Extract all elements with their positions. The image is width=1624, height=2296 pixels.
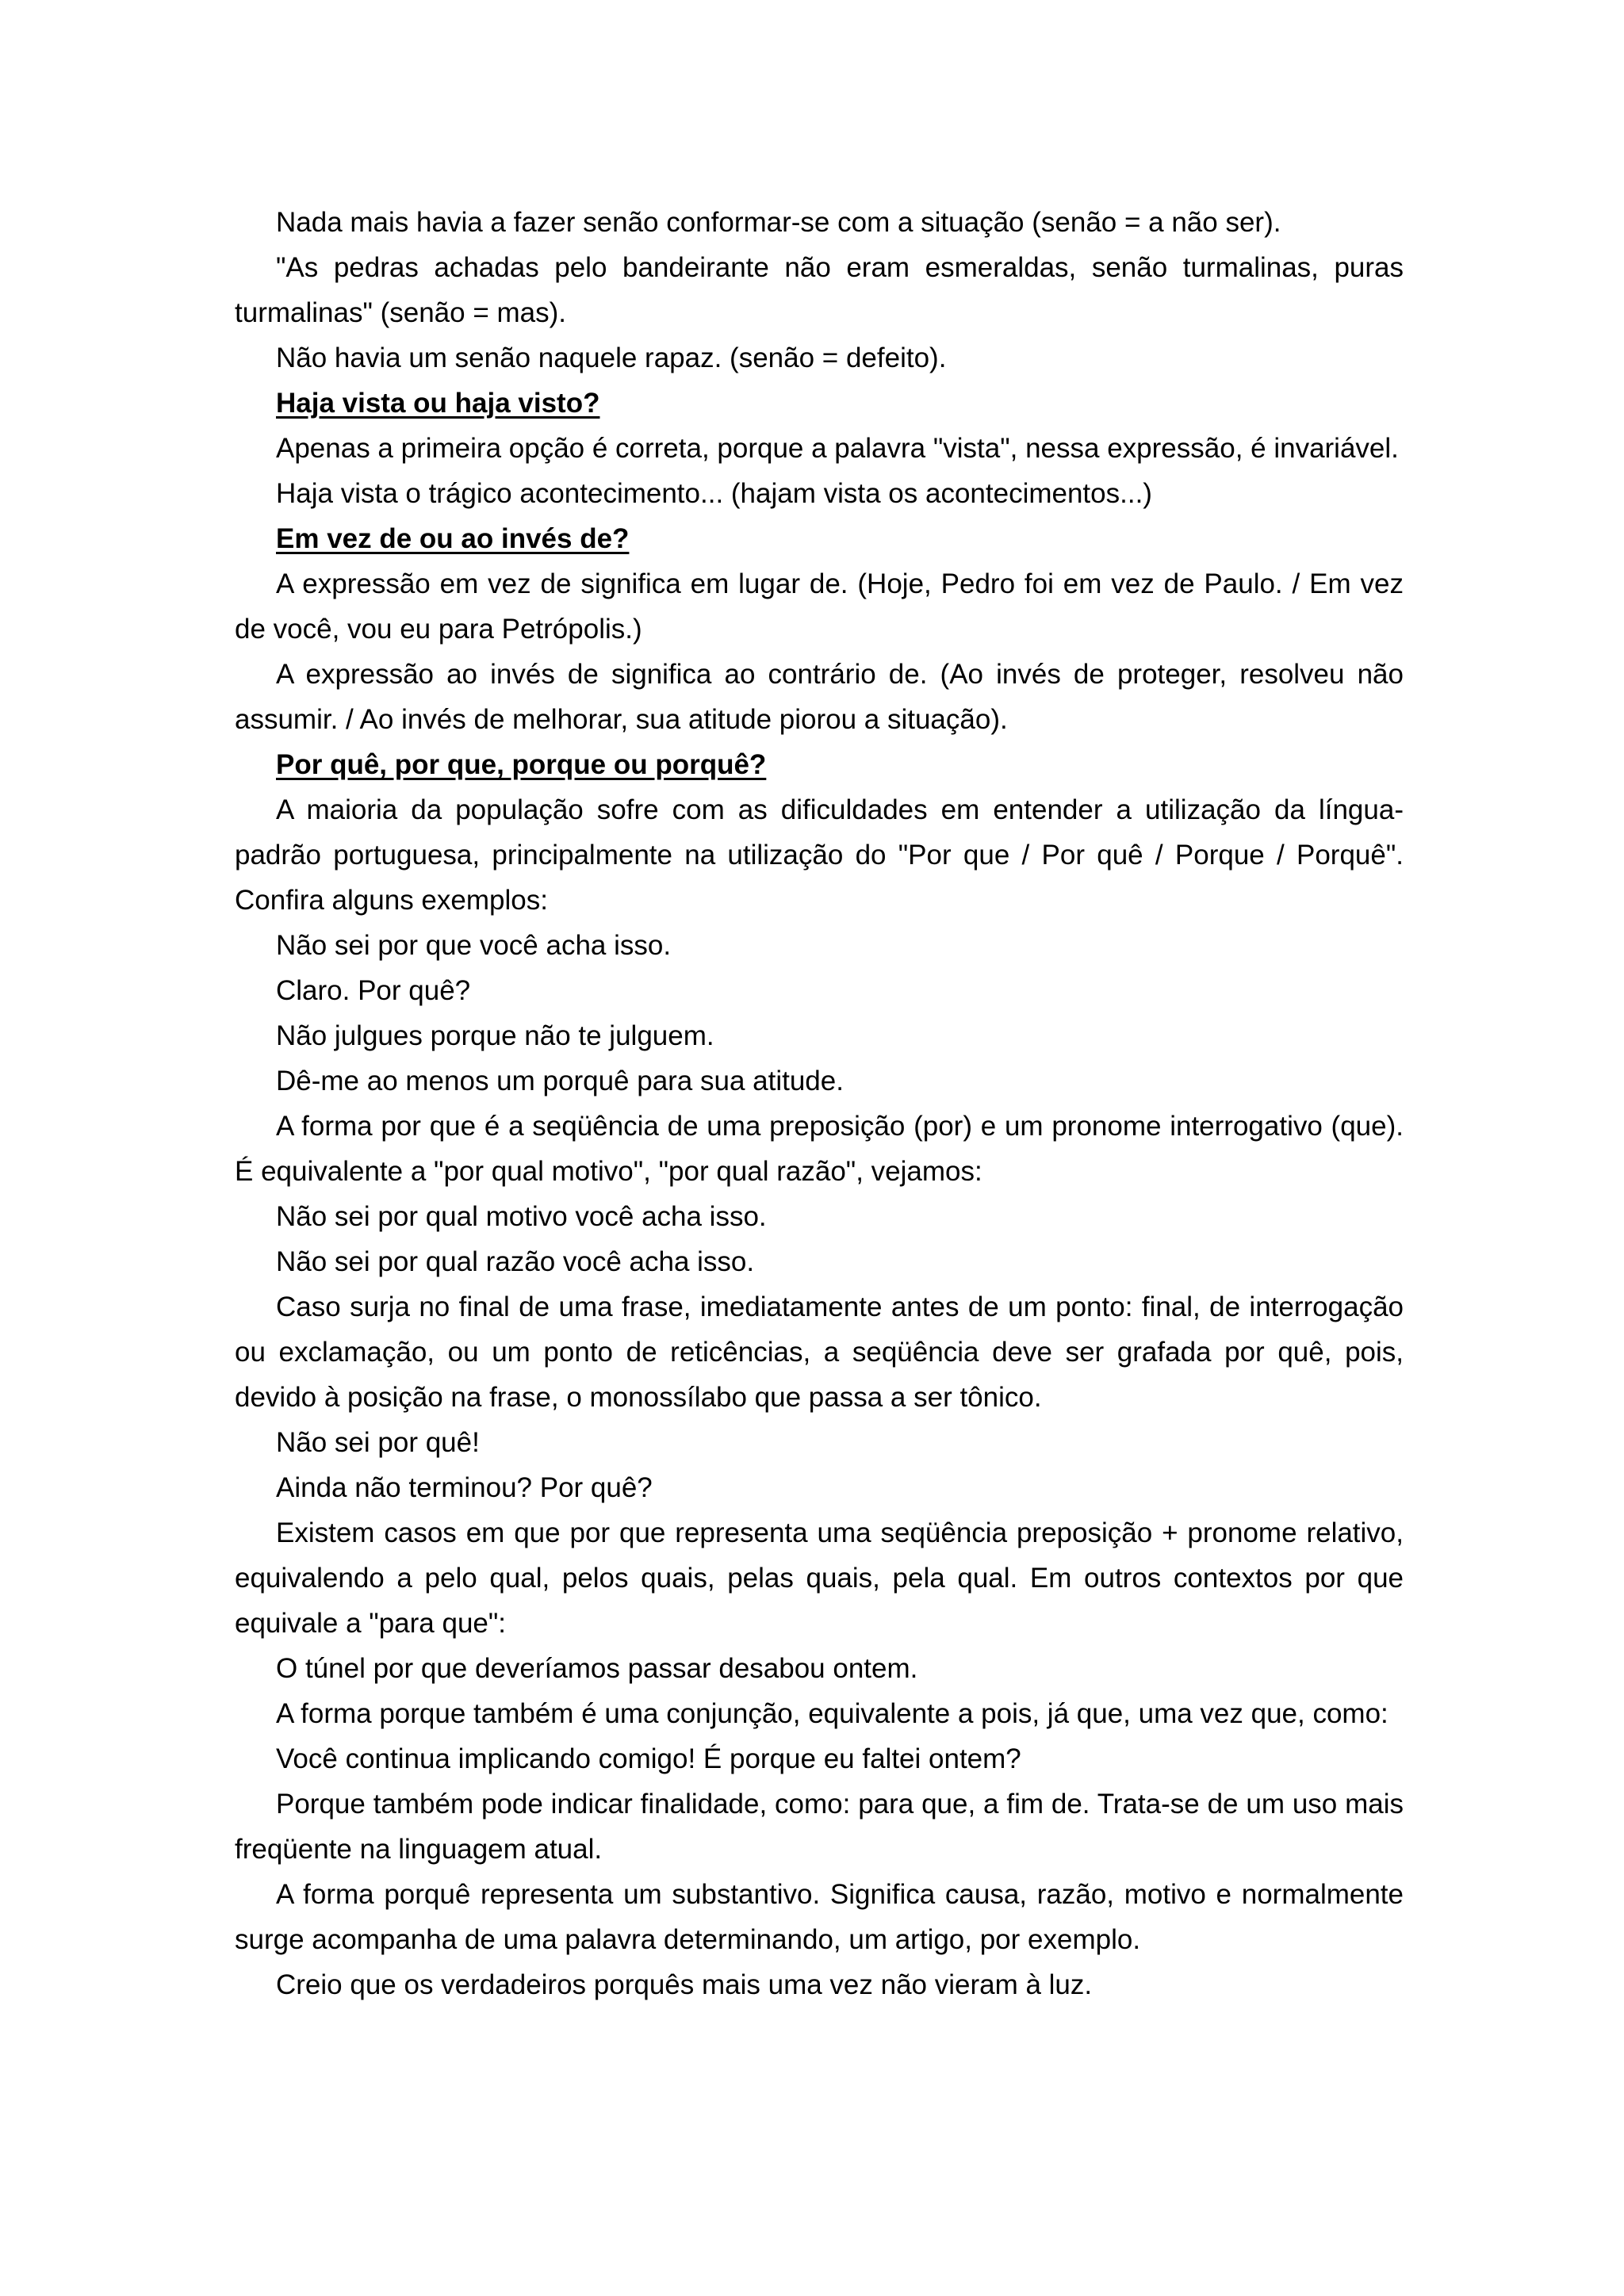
- paragraph: "As pedras achadas pelo bandeirante não eram esmeraldas, senão turmalinas, puras turmalinas" (senão = mas).: [235, 252, 1404, 328]
- example-line: Não sei por quê!: [276, 1427, 480, 1458]
- paragraph: A expressão ao invés de significa ao contrário de. (Ao invés de proteger, resolveu não assumir. / Ao invés de melhorar, sua atitude piorou a situação).: [235, 659, 1404, 735]
- example-line: Você continua implicando comigo! É porque eu faltei ontem?: [276, 1743, 1021, 1774]
- paragraph: Caso surja no final de uma frase, imediatamente antes de um ponto: final, de interrogação ou exclamação, ou um ponto de reticências, a seqüência deve ser grafada por quê, pois, devido à posição na frase, o monossílabo que passa a ser tônico.: [235, 1292, 1404, 1413]
- paragraph: A maioria da população sofre com as dificuldades em entender a utilização da língua-padrão portuguesa, principalmente na utilização do "Por que / Por quê / Porque / Porquê". Confira alguns exemplos:: [235, 794, 1404, 916]
- paragraph: Não havia um senão naquele rapaz. (senão = defeito).: [276, 342, 947, 373]
- paragraph: Nada mais havia a fazer senão conformar-se com a situação (senão = a não ser).: [276, 207, 1281, 238]
- paragraph: A forma porquê representa um substantivo. Significa causa, razão, motivo e normalmente surge acompanha de uma palavra determinando, um artigo, por exemplo.: [235, 1879, 1404, 1955]
- example-line: O túnel por que deveríamos passar desabou ontem.: [276, 1653, 918, 1684]
- paragraph: Existem casos em que por que representa uma seqüência preposição + pronome relativo, equivalendo a pelo qual, pelos quais, pelas quais, pela qual. Em outros contextos por que equivale a "para que":: [235, 1517, 1404, 1639]
- section-heading: [235, 381, 1404, 426]
- example-line: Claro. Por quê?: [276, 975, 471, 1006]
- example-line: Ainda não terminou? Por quê?: [276, 1472, 653, 1503]
- section-heading-text: Haja vista ou haja visto?: [276, 388, 600, 419]
- paragraph: A forma por que é a seqüência de uma preposição (por) e um pronome interrogativo (que). É equivalente a "por qual motivo", "por qual razão", vejamos:: [235, 1111, 1404, 1187]
- paragraph: A expressão em vez de significa em lugar de. (Hoje, Pedro foi em vez de Paulo. / Em vez de você, vou eu para Petrópolis.): [235, 568, 1404, 645]
- example-line: Creio que os verdadeiros porquês mais uma vez não vieram à luz.: [276, 1969, 1093, 2000]
- example-line: Não julgues porque não te julguem.: [276, 1020, 714, 1051]
- paragraph: Haja vista o trágico acontecimento... (hajam vista os acontecimentos...): [276, 478, 1152, 509]
- example-line: Não sei por qual razão você acha isso.: [276, 1246, 755, 1277]
- paragraph: A forma porque também é uma conjunção, equivalente a pois, já que, uma vez que, como:: [276, 1698, 1388, 1729]
- section-heading-text: Por quê, por que, porque ou porquê?: [276, 749, 767, 780]
- example-line: Não sei por que você acha isso.: [276, 930, 672, 961]
- example-line: Não sei por qual motivo você acha isso.: [276, 1201, 767, 1232]
- section-heading-text: Em vez de ou ao invés de?: [276, 523, 630, 554]
- document-page: [235, 200, 1404, 2007]
- paragraph: Porque também pode indicar finalidade, como: para que, a fim de. Trata-se de um uso mais freqüente na linguagem atual.: [235, 1789, 1404, 1865]
- example-line: Dê-me ao menos um porquê para sua atitude.: [276, 1066, 844, 1096]
- paragraph: Apenas a primeira opção é correta, porque a palavra "vista", nessa expressão, é invariável.: [276, 433, 1399, 464]
- section-heading: [235, 516, 1404, 561]
- section-heading: [235, 742, 1404, 787]
